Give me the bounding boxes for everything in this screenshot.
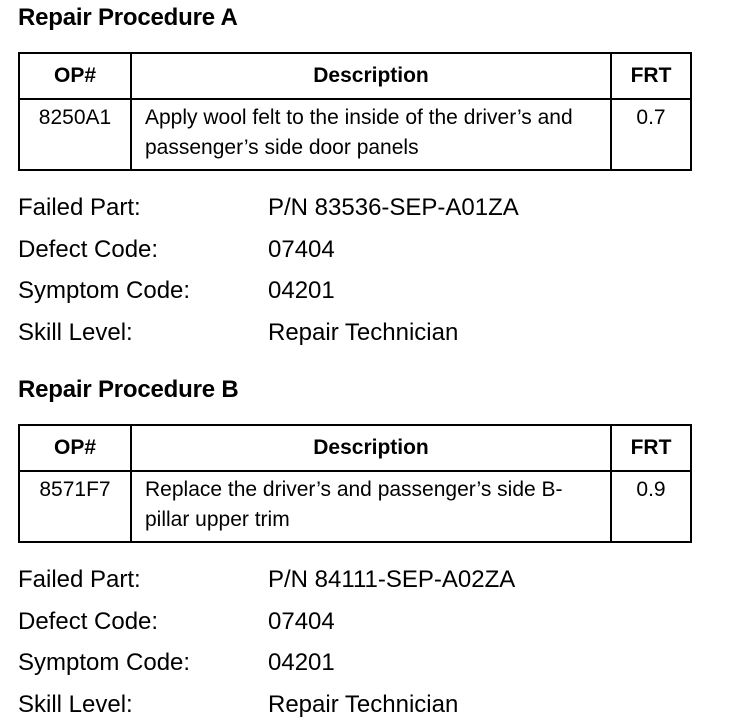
defect-code-row: [18, 229, 690, 271]
field-value: P/N 84111-SEP-A02ZA: [268, 566, 516, 593]
failed-part-row: [18, 559, 690, 601]
field-value: 04201: [268, 277, 335, 304]
procedure-fields: [18, 559, 690, 725]
op-cell: 8571F7: [19, 471, 131, 542]
description-cell: Apply wool felt to the inside of the driver’s and passenger’s side door panels: [131, 99, 611, 170]
op-cell: 8250A1: [19, 99, 131, 170]
description-cell: Replace the driver’s and passenger’s side B-pillar upper trim: [131, 471, 611, 542]
table-row: [19, 99, 691, 170]
field-label: Skill Level:: [18, 318, 133, 346]
table-row: [19, 471, 691, 542]
field-value: Repair Technician: [268, 690, 459, 718]
field-value: P/N 83536-SEP-A01ZA: [268, 194, 519, 221]
field-label: Failed Part:: [18, 566, 141, 593]
description-header: Description: [131, 53, 611, 99]
procedure-heading: Repair Procedure A: [18, 4, 238, 31]
field-value: 04201: [268, 649, 335, 676]
symptom-code-row: [18, 642, 690, 684]
frt-cell: 0.9: [611, 471, 691, 542]
field-label: Skill Level:: [18, 690, 133, 718]
table-header-row: [19, 53, 691, 99]
field-value: 07404: [268, 235, 335, 263]
frt-header: FRT: [611, 53, 691, 99]
skill-level-row: [18, 312, 690, 354]
operation-table: [18, 424, 692, 543]
frt-header: FRT: [611, 425, 691, 471]
repair-procedure-a: [18, 0, 690, 353]
field-label: Failed Part:: [18, 194, 141, 221]
field-value: 07404: [268, 607, 335, 635]
failed-part-row: [18, 187, 690, 229]
field-label: Symptom Code:: [18, 649, 191, 676]
table-header-row: [19, 425, 691, 471]
field-value: Repair Technician: [268, 318, 459, 346]
frt-cell: 0.7: [611, 99, 691, 170]
procedure-heading: Repair Procedure B: [18, 376, 239, 403]
field-label: Defect Code:: [18, 235, 159, 263]
field-label: Defect Code:: [18, 607, 159, 635]
repair-procedure-b: [18, 372, 690, 725]
skill-level-row: [18, 684, 690, 726]
procedure-fields: [18, 187, 690, 353]
op-header: OP#: [19, 53, 131, 99]
field-label: Symptom Code:: [18, 277, 191, 304]
operation-table: [18, 52, 692, 171]
defect-code-row: [18, 601, 690, 643]
description-header: Description: [131, 425, 611, 471]
symptom-code-row: [18, 270, 690, 312]
op-header: OP#: [19, 425, 131, 471]
